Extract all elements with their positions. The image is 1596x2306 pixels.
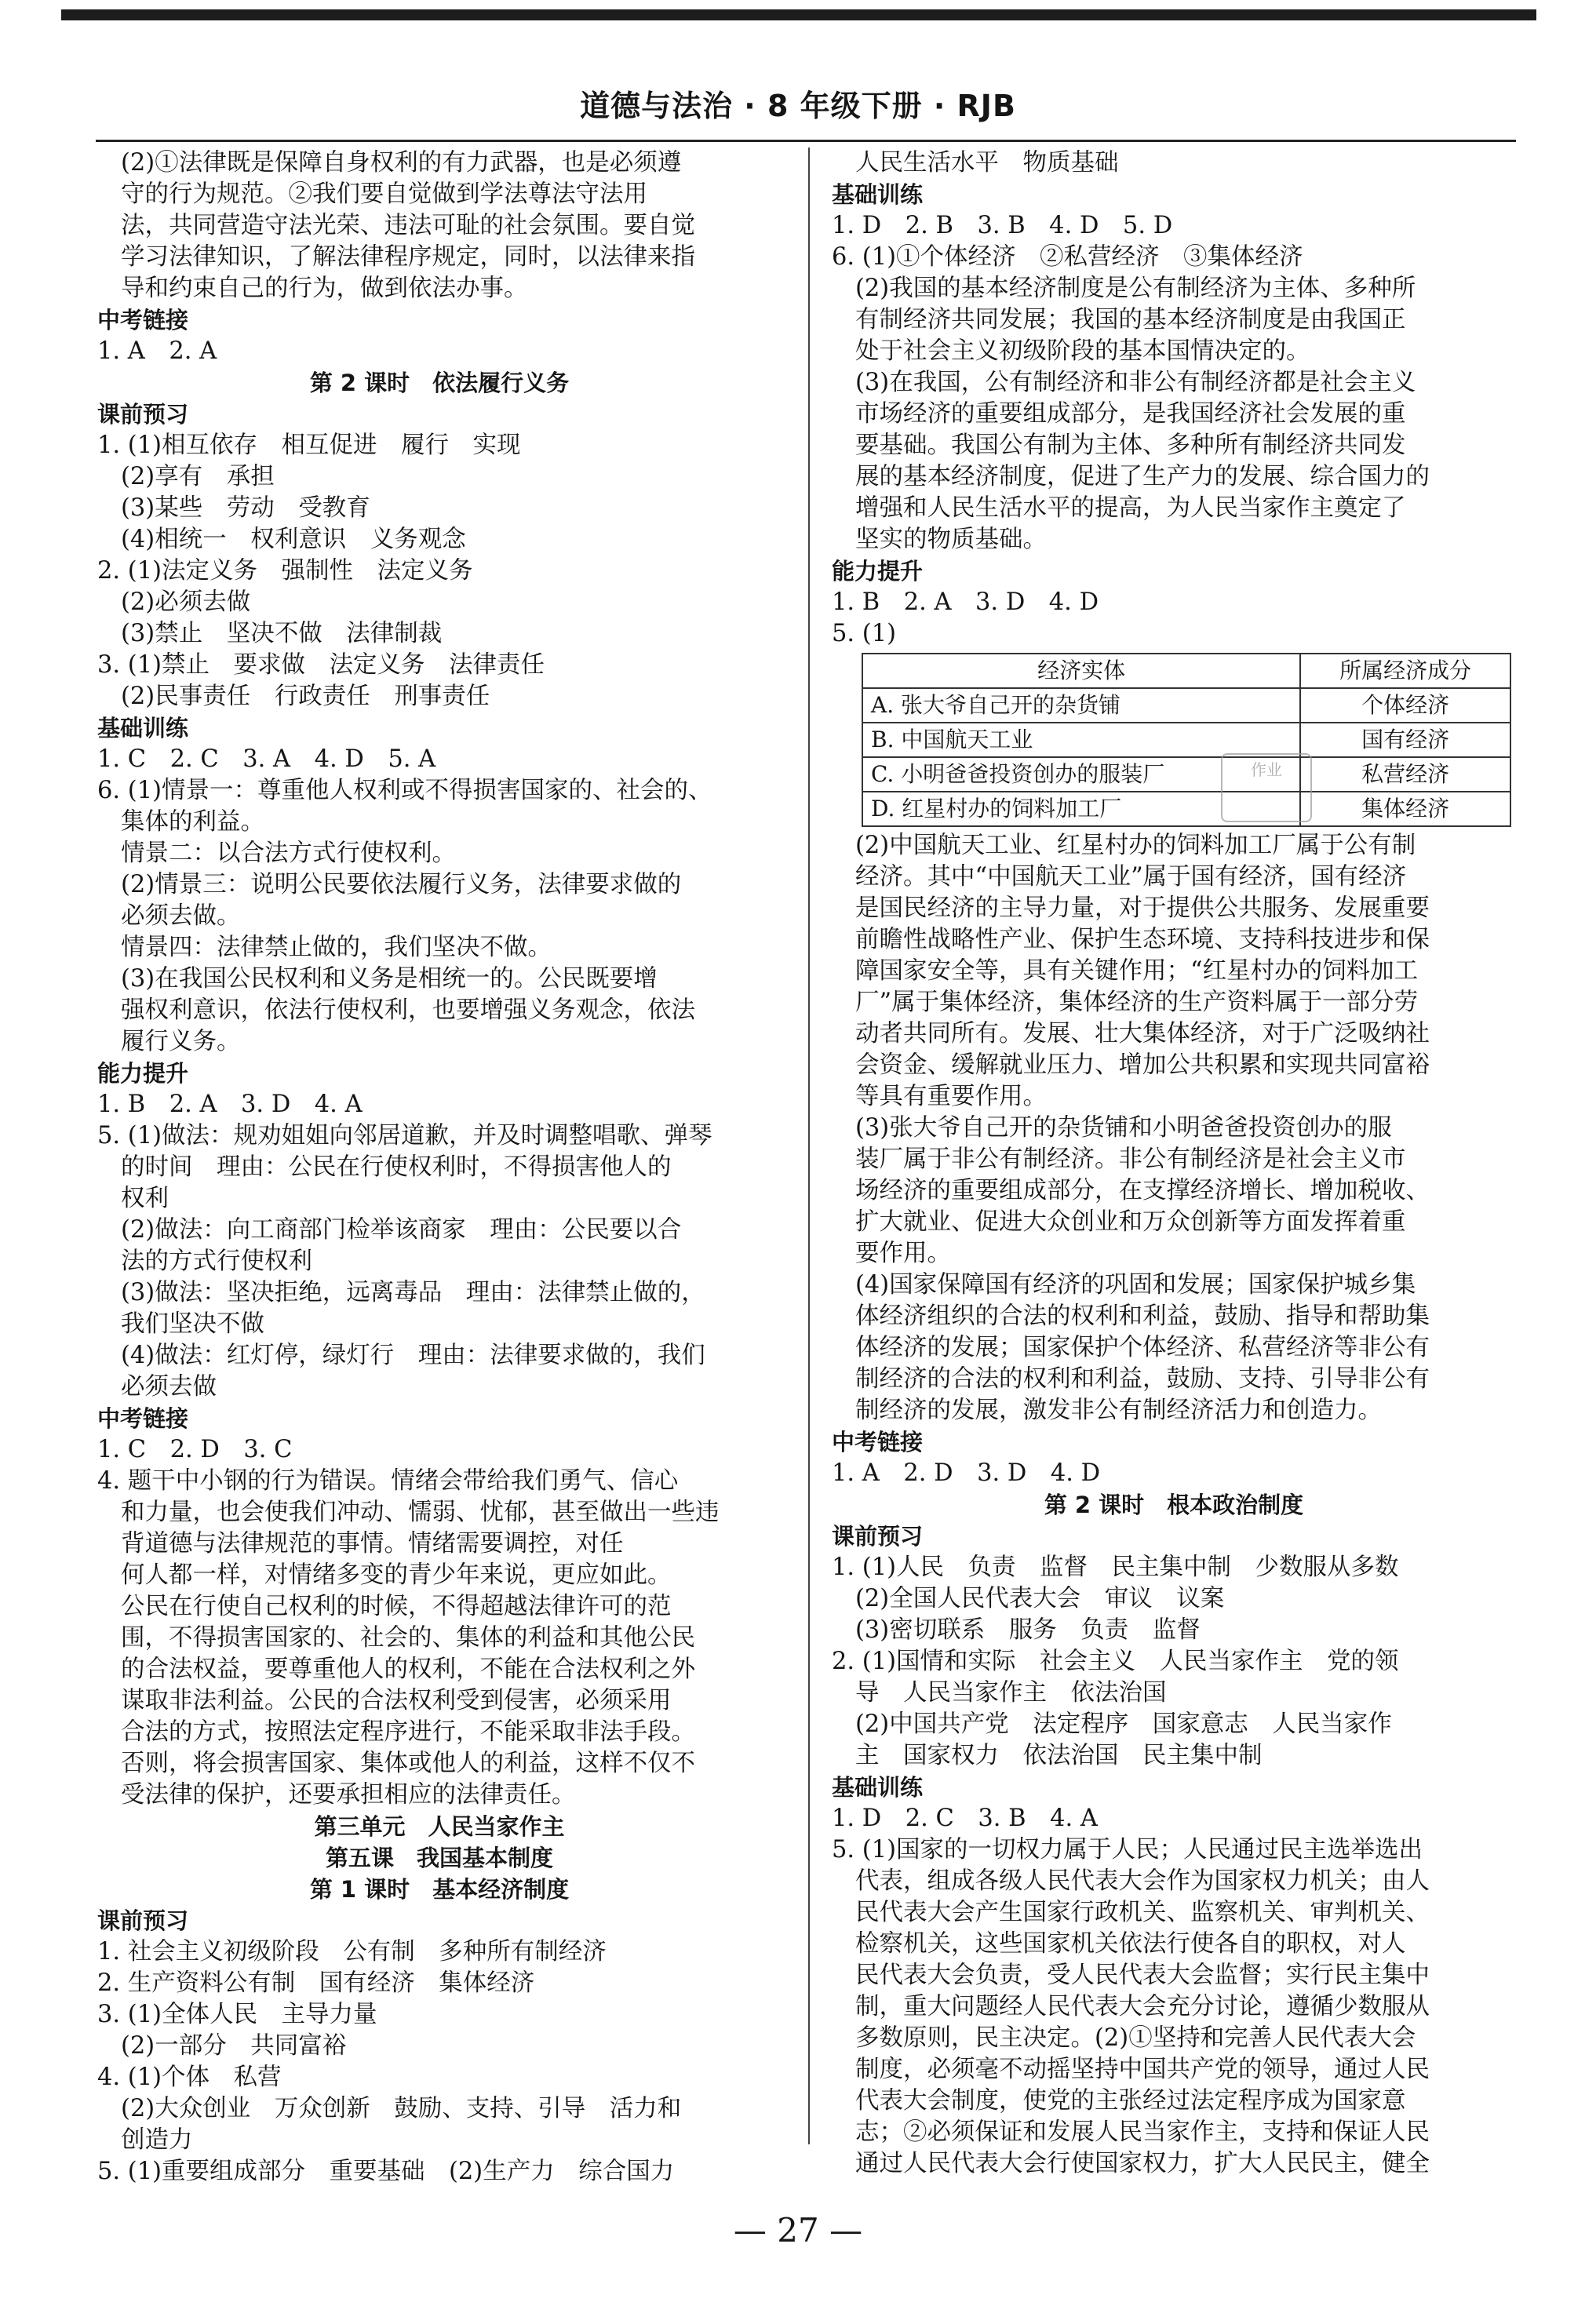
answer-line: 强权利意识，依法行使权利，也要增强义务观念，依法 — [121, 996, 695, 1024]
answer-line: 1. C 2. D 3. C — [97, 1436, 293, 1463]
answer-line: 6. (1)情景一：尊重他人权利或不得损害国家的、社会的、 — [97, 777, 712, 804]
answer-line: 我们坚决不做 — [121, 1310, 264, 1338]
table-row — [862, 757, 1510, 792]
answer-line: 志；②必须保证和发展人民当家作主，支持和保证人民 — [855, 2118, 1430, 2146]
answer-line: 背道德与法律规范的事情。情绪需要调控，对任 — [121, 1530, 624, 1557]
answer-line: 否则，将会损害国家、集体或他人的利益，这样不仅不 — [121, 1750, 695, 1777]
answer-line: 厂”属于集体经济，集体经济的生产资料属于一部分劳 — [855, 989, 1419, 1016]
answer-line: 5. (1)重要组成部分 重要基础 (2)生产力 综合国力 — [97, 2158, 675, 2185]
answer-line: 展的基本经济制度，促进了生产力的发展、综合国力的 — [855, 463, 1430, 490]
answer-line: 增强和人民生活水平的提高，为人民当家作主奠定了 — [855, 494, 1406, 522]
answer-line: 的时间 理由：公民在行使权利时，不得损害他人的 — [121, 1153, 672, 1181]
answer-line: 导 人民当家作主 依法治国 — [855, 1679, 1167, 1707]
answer-line: 必须去做 — [121, 1373, 217, 1401]
answer-line: 导和约束自己的行为，做到依法办事。 — [121, 275, 528, 302]
answer-line: 权利 — [121, 1185, 169, 1212]
answer-line: (2)必须去做 — [121, 588, 251, 616]
answer-line: 2. 生产资料公有制 国有经济 集体经济 — [97, 1969, 535, 1997]
answer-line: 6. (1)①个体经济 ②私营经济 ③集体经济 — [832, 243, 1303, 271]
answer-line: 3. (1)禁止 要求做 法定义务 法律责任 — [97, 651, 545, 679]
answer-line: 创造力 — [121, 2126, 193, 2154]
answer-line: 会资金、缓解就业压力、增加公共积累和实现共同富裕 — [855, 1051, 1430, 1079]
answer-line: 必须去做。 — [121, 902, 241, 930]
top-decoration-bar — [61, 9, 1536, 20]
answer-line: 主 国家权力 依法治国 民主集中制 — [855, 1742, 1263, 1769]
answer-line: 通过人民代表大会行使国家权力，扩大人民民主，健全 — [855, 2150, 1430, 2177]
answer-line: 的合法权益，要尊重他人的权利，不能在合法权利之外 — [121, 1656, 695, 1683]
answer-line: 代表，组成各级人民代表大会作为国家权力机关；由人 — [855, 1867, 1430, 1895]
answer-line: 4. 题干中小钢的行为错误。情绪会带给我们勇气、信心 — [97, 1467, 679, 1495]
answer-line: 和力量，也会使我们冲动、懦弱、忧郁，甚至做出一些违 — [121, 1499, 720, 1526]
header-rule — [96, 140, 1516, 142]
answer-line: 1. A 2. A — [97, 337, 217, 365]
table-cell: D. 红星村办的饲料加工厂 — [862, 792, 1300, 826]
answer-line: 1. B 2. A 3. D 4. D — [832, 588, 1099, 616]
answer-line: (3)禁止 坚决不做 法律制裁 — [121, 620, 443, 647]
answer-line: 坚实的物质基础。 — [855, 526, 1047, 553]
section-heading: 中考链接 — [97, 307, 189, 333]
table-cell: 集体经济 — [1300, 792, 1510, 826]
answer-line: 1. 社会主义初级阶段 公有制 多种所有制经济 — [97, 1938, 607, 1965]
answer-line: 检察机关，这些国家机关依法行使各自的职权，对人 — [855, 1930, 1406, 1958]
answer-line: 等具有重要作用。 — [855, 1083, 1047, 1110]
answer-line: 扩大就业、促进大众创业和万众创新等方面发挥着重 — [855, 1208, 1406, 1236]
page-number: — 27 — — [733, 2211, 863, 2250]
answer-line: (2)中国航天工业、红星村办的饲料加工厂属于公有制 — [855, 832, 1416, 859]
answer-line: (2)民事责任 行政责任 刑事责任 — [121, 683, 490, 710]
answer-line: (2)全国人民代表大会 审议 议案 — [855, 1585, 1225, 1612]
answer-line: 围，不得损害国家的、社会的、集体的利益和其他公民 — [121, 1624, 695, 1652]
answer-line: (2)一部分 共同富裕 — [121, 2032, 347, 2060]
answer-line: 3. (1)全体人民 主导力量 — [97, 2001, 377, 2028]
answer-line: 1. D 2. C 3. B 4. A — [832, 1805, 1098, 1832]
right-column-top — [832, 148, 1516, 650]
answer-line: 民代表大会产生国家行政机关、监察机关、审判机关、 — [855, 1899, 1430, 1926]
lesson-title: 第 1 课时 基本经济制度 — [309, 1876, 570, 1903]
economy-table — [862, 653, 1511, 827]
stamp-label: 作业 — [1251, 760, 1282, 779]
answer-line: 1. (1)相互依存 相互促进 履行 实现 — [97, 432, 521, 459]
table-header-row — [862, 654, 1510, 688]
answer-line: 学习法律知识，了解法律程序规定，同时，以法律来指 — [121, 243, 695, 271]
answer-line: 市场经济的重要组成部分，是我国经济社会发展的重 — [855, 400, 1406, 428]
answer-line: 1. (1)人民 负责 监督 民主集中制 少数服从多数 — [832, 1554, 1399, 1581]
answer-line: 要作用。 — [855, 1240, 951, 1267]
answer-line: 5. (1)国家的一切权力属于人民；人民通过民主选举选出 — [832, 1836, 1423, 1863]
right-column — [832, 148, 1516, 2180]
answer-line: (2)享有 承担 — [121, 463, 275, 490]
answer-line: (2)我国的基本经济制度是公有制经济为主体、多种所 — [855, 275, 1416, 302]
answer-line: 处于社会主义初级阶段的基本国情决定的。 — [855, 337, 1310, 365]
answer-line: 人民生活水平 物质基础 — [855, 149, 1119, 177]
answer-line: 履行义务。 — [121, 1028, 241, 1055]
table-row — [862, 688, 1510, 723]
answer-line: 1. D 2. B 3. B 4. D 5. D — [832, 212, 1173, 239]
answer-line: 何人都一样，对情绪多变的青少年来说，更应如此。 — [121, 1561, 672, 1589]
answer-line: 谋取非法利益。公民的合法权利受到侵害，必须采用 — [121, 1687, 672, 1714]
table-cell: 私营经济 — [1300, 757, 1510, 792]
section-heading: 课前预习 — [97, 1907, 189, 1934]
table-row — [862, 792, 1510, 826]
table-row — [862, 723, 1510, 757]
answer-line: (4)国家保障国有经济的巩固和发展；国家保护城乡集 — [855, 1271, 1416, 1299]
lesson-title: 第 2 课时 依法履行义务 — [309, 370, 570, 396]
answer-line: 集体的利益。 — [121, 808, 264, 836]
table-cell: B. 中国航天工业 — [862, 723, 1300, 757]
watermark-stamp — [1221, 753, 1312, 822]
table-cell: 个体经济 — [1300, 688, 1510, 723]
answer-line: 多数原则，民主决定。(2)①坚持和完善人民代表大会 — [855, 2024, 1416, 2052]
answer-line: 制，重大问题经人民代表大会充分讨论，遵循少数服从 — [855, 1993, 1430, 2020]
answer-line: (2)中国共产党 法定程序 国家意志 人民当家作 — [855, 1710, 1392, 1738]
answer-line: 法的方式行使权利 — [121, 1248, 312, 1275]
answer-line: 场经济的重要组成部分，在支撑经济增长、增加税收、 — [855, 1177, 1430, 1204]
answer-line: (4)相统一 权利意识 义务观念 — [121, 526, 466, 553]
answer-line: 公民在行使自己权利的时候，不得超越法律许可的范 — [121, 1593, 672, 1620]
answer-line: (3)密切联系 服务 负责 监督 — [855, 1616, 1201, 1644]
section-heading: 能力提升 — [97, 1060, 189, 1087]
answer-line: 代表大会制度，使党的主张经过法定程序成为国家意 — [855, 2087, 1406, 2115]
answer-line: 守的行为规范。②我们要自觉做到学法尊法守法用 — [121, 180, 647, 208]
answer-line: 2. (1)法定义务 强制性 法定义务 — [97, 557, 473, 585]
answer-line: 制经济的合法的权利和利益，鼓励、支持、引导非公有 — [855, 1365, 1430, 1393]
answer-line: 体经济的发展；国家保护个体经济、私营经济等非公有 — [855, 1334, 1430, 1361]
answer-line: 装厂属于非公有制经济。非公有制经济是社会主义市 — [855, 1146, 1406, 1173]
answer-line: (4)做法：红灯停，绿灯行 理由：法律要求做的，我们 — [121, 1342, 705, 1369]
answer-line: (3)在我国公民权利和义务是相统一的。公民既要增 — [121, 965, 658, 993]
section-heading: 中考链接 — [832, 1429, 924, 1455]
table-header-cell: 所属经济成分 — [1300, 654, 1510, 688]
section-heading: 基础训练 — [97, 715, 189, 741]
answer-line: 1. B 2. A 3. D 4. A — [97, 1091, 363, 1118]
answer-line: (2)做法：向工商部门检举该商家 理由：公民要以合 — [121, 1216, 682, 1244]
answer-line: 受法律的保护，还要承担相应的法律责任。 — [121, 1781, 576, 1809]
answer-line: 制经济的发展，激发非公有制经济活力和创造力。 — [855, 1397, 1382, 1424]
answer-line: 合法的方式，按照法定程序进行，不能采取非法手段。 — [121, 1718, 695, 1746]
answer-line: 5. (1) — [832, 620, 896, 647]
answer-line: 2. (1)国情和实际 社会主义 人民当家作主 党的领 — [832, 1648, 1399, 1675]
lesson-title: 第五课 我国基本制度 — [325, 1845, 553, 1871]
answer-line: (3)做法：坚决拒绝，远离毒品 理由：法律禁止做的， — [121, 1279, 705, 1306]
table-cell: 国有经济 — [1300, 723, 1510, 757]
answer-line: 体经济组织的合法的权利和利益，鼓励、指导和帮助集 — [855, 1302, 1430, 1330]
section-heading: 基础训练 — [832, 181, 924, 208]
section-heading: 中考链接 — [97, 1405, 189, 1432]
right-column-bottom — [832, 830, 1516, 2180]
answer-line: 动者共同所有。发展、壮大集体经济，对于广泛吸纳社 — [855, 1020, 1430, 1047]
table-cell: C. 小明爸爸投资创办的服装厂 — [862, 757, 1300, 792]
left-column — [97, 148, 782, 2188]
section-heading: 能力提升 — [832, 558, 924, 585]
answer-line: 民代表大会负责，受人民代表大会监督；实行民主集中 — [855, 1962, 1430, 1989]
table-header-cell: 经济实体 — [862, 654, 1300, 688]
answer-line: 1. A 2. D 3. D 4. D — [832, 1459, 1101, 1487]
page-header-title: 道德与法治 · 8 年级下册 · RJB — [580, 89, 1016, 123]
answer-line: 前瞻性战略性产业、保护生态环境、支持科技进步和保 — [855, 926, 1430, 953]
answer-line: 障国家安全等，具有关键作用；“红星村办的饲料加工 — [855, 957, 1419, 985]
lesson-title: 第 2 课时 根本政治制度 — [1044, 1492, 1304, 1518]
answer-line: 情景二：以合法方式行使权利。 — [121, 840, 456, 867]
answer-line: (2)①法律既是保障自身权利的有力武器，也是必须遵 — [121, 149, 682, 177]
answer-line: 1. C 2. C 3. A 4. D 5. A — [97, 745, 436, 773]
answer-line: (2)大众创业 万众创新 鼓励、支持、引导 活力和 — [121, 2095, 682, 2122]
lesson-title: 第三单元 人民当家作主 — [314, 1813, 565, 1840]
answer-line: 制度，必须毫不动摇坚持中国共产党的领导，通过人民 — [855, 2056, 1430, 2083]
answer-line: 5. (1)做法：规劝姐姐向邻居道歉，并及时调整唱歌、弹琴 — [97, 1122, 712, 1149]
answer-line: 4. (1)个体 私营 — [97, 2064, 282, 2091]
answer-line: 是国民经济的主导力量，对于提供公共服务、发展重要 — [855, 894, 1430, 922]
answer-line: 情景四：法律禁止做的，我们坚决不做。 — [121, 934, 552, 961]
section-heading: 课前预习 — [832, 1523, 924, 1550]
answer-line: 要基础。我国公有制为主体、多种所有制经济共同发 — [855, 432, 1406, 459]
answer-line: (3)在我国，公有制经济和非公有制经济都是社会主义 — [855, 369, 1416, 396]
answer-line: (3)某些 劳动 受教育 — [121, 494, 370, 522]
answer-line: (3)张大爷自己开的杂货铺和小明爸爸投资创办的服 — [855, 1114, 1392, 1142]
section-heading: 基础训练 — [832, 1774, 924, 1801]
answer-line: 有制经济共同发展；我国的基本经济制度是由我国正 — [855, 306, 1406, 333]
column-divider — [808, 148, 810, 2144]
answer-line: 法，共同营造守法光荣、违法可耻的社会氛围。要自觉 — [121, 212, 695, 239]
answer-line: 经济。其中“中国航天工业”属于国有经济，国有经济 — [855, 863, 1407, 891]
section-heading: 课前预习 — [97, 401, 189, 428]
table-cell: A. 张大爷自己开的杂货铺 — [862, 688, 1300, 723]
answer-line: (2)情景三：说明公民要依法履行义务，法律要求做的 — [121, 871, 682, 898]
